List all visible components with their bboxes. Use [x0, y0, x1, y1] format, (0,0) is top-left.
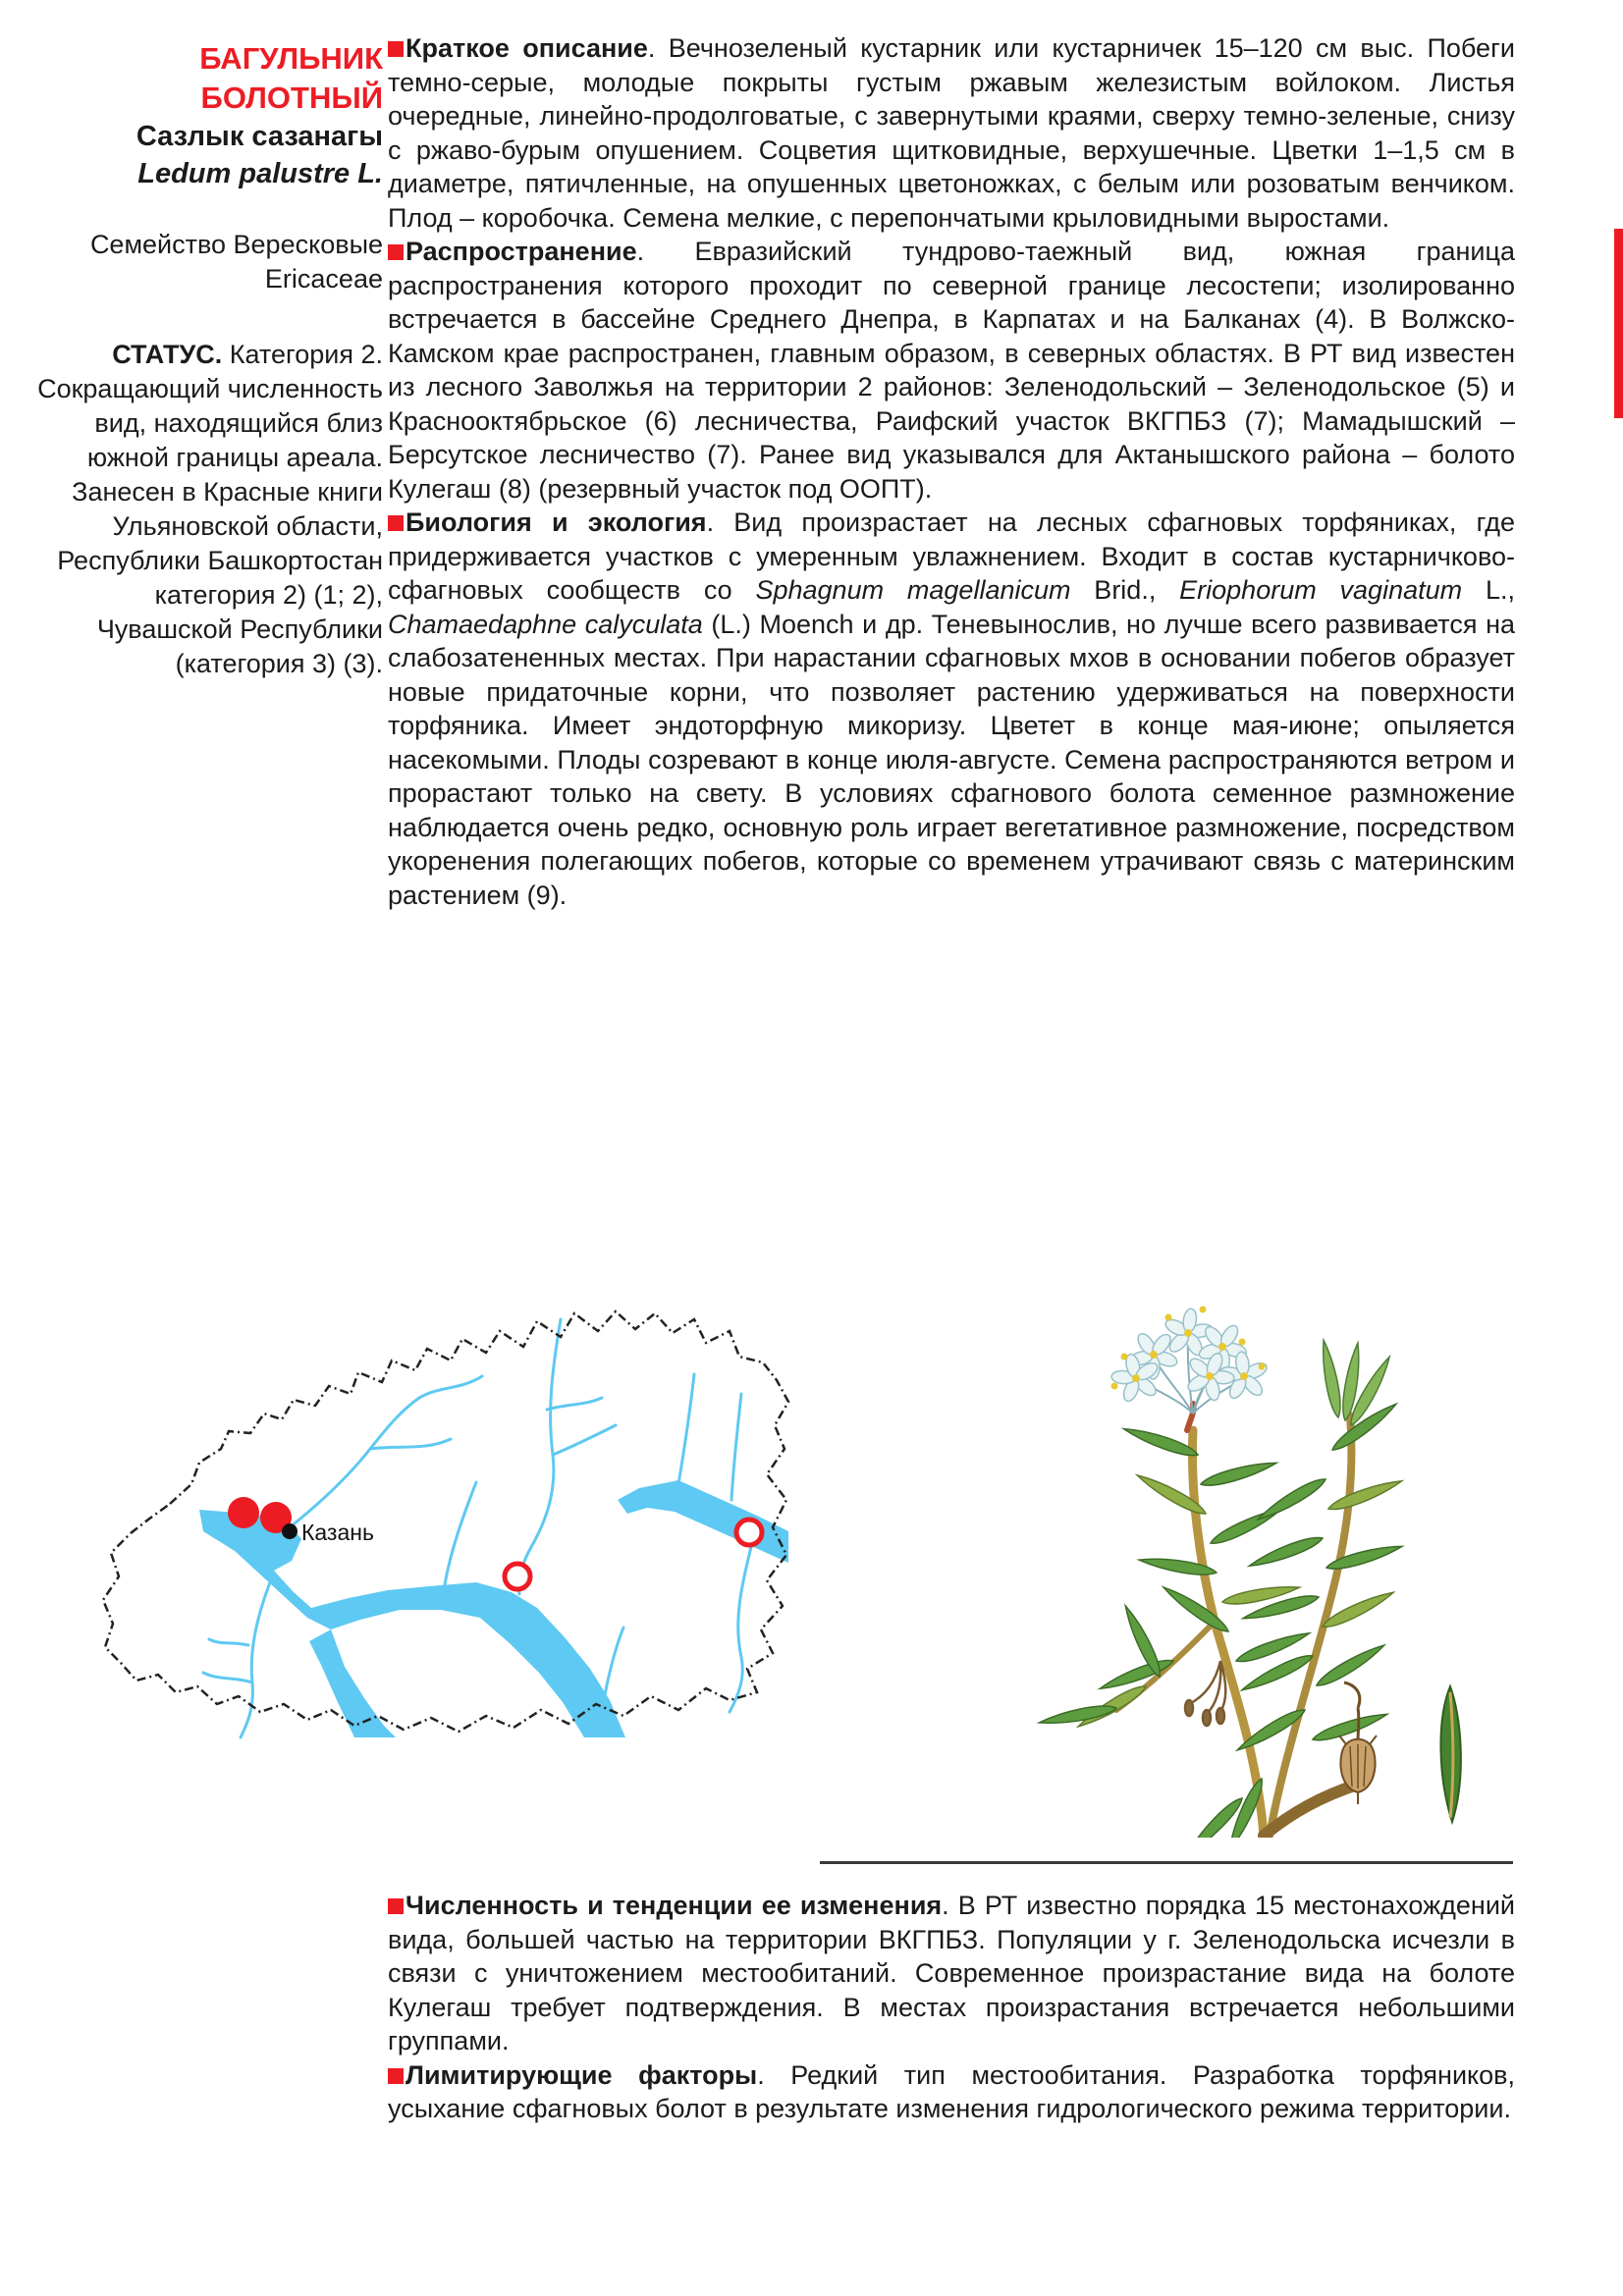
- section-heading: Биология и экология: [406, 507, 707, 537]
- section-bullet-icon: [388, 244, 404, 260]
- plant-flowers: [1102, 1304, 1277, 1414]
- status-paragraph: [27, 338, 383, 681]
- bottom-text-column: [388, 1889, 1515, 2126]
- latin-name: Ledum palustre L.: [137, 158, 383, 189]
- kazan-label: Казань: [301, 1520, 374, 1545]
- status-text: Категория 2. Сокращающий численность вид, находящийся близ южной границы ареала. Занесен в Красные книги Ульяновской области, Республики Башкортостан категория 2) (1; 2), Чувашской Республики (категория 3) (3).: [37, 340, 383, 678]
- section-bullet-icon: [388, 1898, 404, 1914]
- section-body: . Вид произрастает на лесных сфагновых торфяниках, где придерживается участков с умеренным увлажнением. Входит в состав кустарничково-сфагновых сообществ со: [388, 507, 1515, 605]
- section-body: . Редкий тип местообитания. Разработка торфяников, усыхание сфагновых болот в результате изменения гидрологического режима территории.: [388, 2059, 1516, 2123]
- section-body: . В РТ известно порядка 15 местонахождений вида, большей частью на территории ВКГПБЗ. Популяции у г. Зеленодольска исчезли в связи с уничтожением местообитаний. Современное произрастание вида на болоте Кулегаш требует подтверждения. В местах произрастания встречается небольшими группами.: [388, 1891, 1515, 2056]
- range-map: [54, 1256, 790, 1742]
- page-title: БАГУЛЬНИК БОЛОТНЫЙ: [199, 41, 383, 115]
- record-marker-open: [505, 1564, 530, 1589]
- record-marker-open: [736, 1520, 762, 1545]
- plant-old-fruits: [1185, 1661, 1225, 1726]
- section-biology-ecology: [388, 506, 1515, 912]
- section-heading: Распространение: [406, 237, 637, 266]
- illustration-divider: [820, 1861, 1513, 1864]
- family-block: [27, 228, 383, 296]
- section-bullet-icon: [388, 2068, 404, 2084]
- page-edge-marker: [1614, 229, 1623, 418]
- left-column: [27, 39, 383, 681]
- section-body: . Евразийский тундрово-таежный вид, южная граница распространения которого проходит по северной границе лесостепи; изолированно встречается в бассейне Среднего Днепра, в Карпатах и на Балканах (4). В Волжско-Камском крае распространен, главным образом, в северных областях. В РТ вид известен из лесного Заволжья на территории 2 районов: Зеленодольский – Зеленодольское (5) и Краснооктябрьское (6) лесничества, Раифский участок ВКГПБЗ (7); Мамадышский – Берсутское лесничество (7). Ранее вид указывался для Актанышского района – болото Кулегаш (8) (резервный участок под ООПТ).: [388, 237, 1515, 504]
- tatar-name: Сазлык сазанагы: [135, 121, 383, 152]
- plant-illustration: [967, 1249, 1522, 1838]
- section-brief-description: [388, 31, 1515, 235]
- plant-leaf-detail: [1440, 1686, 1460, 1822]
- status-label: СТАТУС.: [112, 340, 223, 369]
- section-distribution: [388, 235, 1515, 506]
- section-population: [388, 1889, 1515, 2058]
- latin-species: Chamaedaphne calyculata: [388, 609, 703, 639]
- section-body: . Вечнозеленый кустарник или кустарничек 15–120 см выс. Побеги темно-серые, молодые покрыты густым ржавым железистым войлоком. Листья очередные, линейно-продолговатые, с завернутыми краями, сверху темно-зеленые, снизу с ржаво-бурым опушением. Соцветия щитковидные, верхушечные. Цветки 1–1,5 см в диаметре, пятичленные, на опушенных цветоножках, с белым или розоватым венчиком. Плод – коробочка. Семена мелкие, с перепончатыми крыловидными выростами.: [388, 33, 1515, 233]
- section-heading: Численность и тенденции ее изменения: [406, 1891, 943, 1920]
- section-bullet-icon: [388, 515, 404, 531]
- latin-species: Sphagnum magellanicum: [755, 575, 1071, 605]
- section-body: (L.) Moench и др. Теневынослив, но лучше всего развивается на слабозатененных местах. При нарастании сфагновых мхов в основании побегов образует новые придаточные корни, что позволяет растению удерживаться на поверхности торфяника. Имеет эндоторфную микоризу. Цветет в конце мая-июне; опыляется насекомыми. Плоды созревают в конце июля-августе. Семена распространяются ветром и прорастают только на свету. В условиях сфагнового болота семенное размножение наблюдается очень редко, основную роль играет вегетативное размножение, посредством укоренения полегающих побегов, которые со временем утрачивают связь с материнским растением (9).: [388, 609, 1515, 910]
- main-text-column: [388, 31, 1515, 912]
- section-limiting-factors: [388, 2058, 1515, 2126]
- plant-drawing: [967, 1249, 1522, 1838]
- family-name: Семейство Вересковые: [89, 230, 383, 259]
- section-body: L.,: [1462, 575, 1515, 605]
- section-bullet-icon: [388, 41, 404, 57]
- kazan-marker: [282, 1523, 298, 1539]
- section-body: Brid.,: [1070, 575, 1180, 605]
- map-tatarstan: [54, 1256, 790, 1742]
- section-heading: Краткое описание: [406, 33, 648, 63]
- section-heading: Лимитирующие факторы: [406, 2059, 758, 2090]
- latin-species: Eriophorum vaginatum: [1179, 575, 1463, 605]
- record-marker-filled: [228, 1497, 259, 1528]
- family-latin-name: Ericaceae: [264, 264, 383, 294]
